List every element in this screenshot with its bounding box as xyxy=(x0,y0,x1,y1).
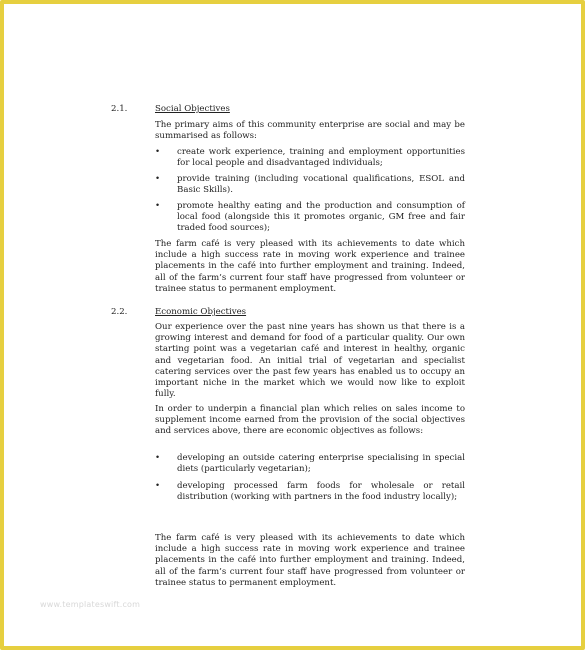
document-page xyxy=(4,4,581,646)
section-number: 2.1. xyxy=(111,104,128,114)
bullet-text: provide training (including vocational qualifications, ESOL and Basic Skills). xyxy=(177,174,465,196)
bullet-icon: • xyxy=(155,174,161,184)
section-title: Economic Objectives xyxy=(155,307,247,317)
paragraph-intro-2: In order to underpin a financial plan which relies on sales income to supplement income earned from the provision of the social objectives and services above, there are economic objectives as follows: xyxy=(155,404,465,437)
bullet-text: developing an outside catering enterprise specialising in special diets (particularly vegetarian); xyxy=(177,453,465,475)
bullet-icon: • xyxy=(155,481,161,491)
bullet-text: create work experience, training and employment opportunities for local people and disadvantaged individuals; xyxy=(177,147,465,169)
paragraph-intro: The primary aims of this community enterprise are social and may be summarised as follows: xyxy=(155,120,465,142)
section-title: Social Objectives xyxy=(155,104,230,114)
bullet-text: promote healthy eating and the production and consumption of local food (alongside this it promotes organic, GM free and fair traded food sources); xyxy=(177,201,465,234)
bullet-icon: • xyxy=(155,147,161,157)
section-number: 2.2. xyxy=(111,307,128,317)
bullet-icon: • xyxy=(155,201,161,211)
paragraph-intro: Our experience over the past nine years has shown us that there is a growing interest and demand for food of a particular quality. Our own starting point was a vegetarian café and interest in healthy, organic and vegetarian food. An initial trial of vegetarian and specialist catering services over the past few years has enabled us to occupy an important niche in the market which we would now like to exploit fully. xyxy=(155,322,465,400)
bullet-icon: • xyxy=(155,453,161,463)
bullet-text: developing processed farm foods for wholesale or retail distribution (working with partners in the food industry locally); xyxy=(177,481,465,503)
watermark: www.templateswift.com xyxy=(40,600,141,609)
paragraph-closing: The farm café is very pleased with its achievements to date which include a high success rate in moving work experience and trainee placements in the café into further employment and training. Indeed, all of the farm’s current four staff have progressed from volunteer or trainee status to permanent employment. xyxy=(155,239,465,294)
paragraph-closing: The farm café is very pleased with its achievements to date which include a high success rate in moving work experience and trainee placements in the café into further employment and training. Indeed, all of the farm’s current four staff have progressed from volunteer or trainee status to permanent employment. xyxy=(155,533,465,588)
